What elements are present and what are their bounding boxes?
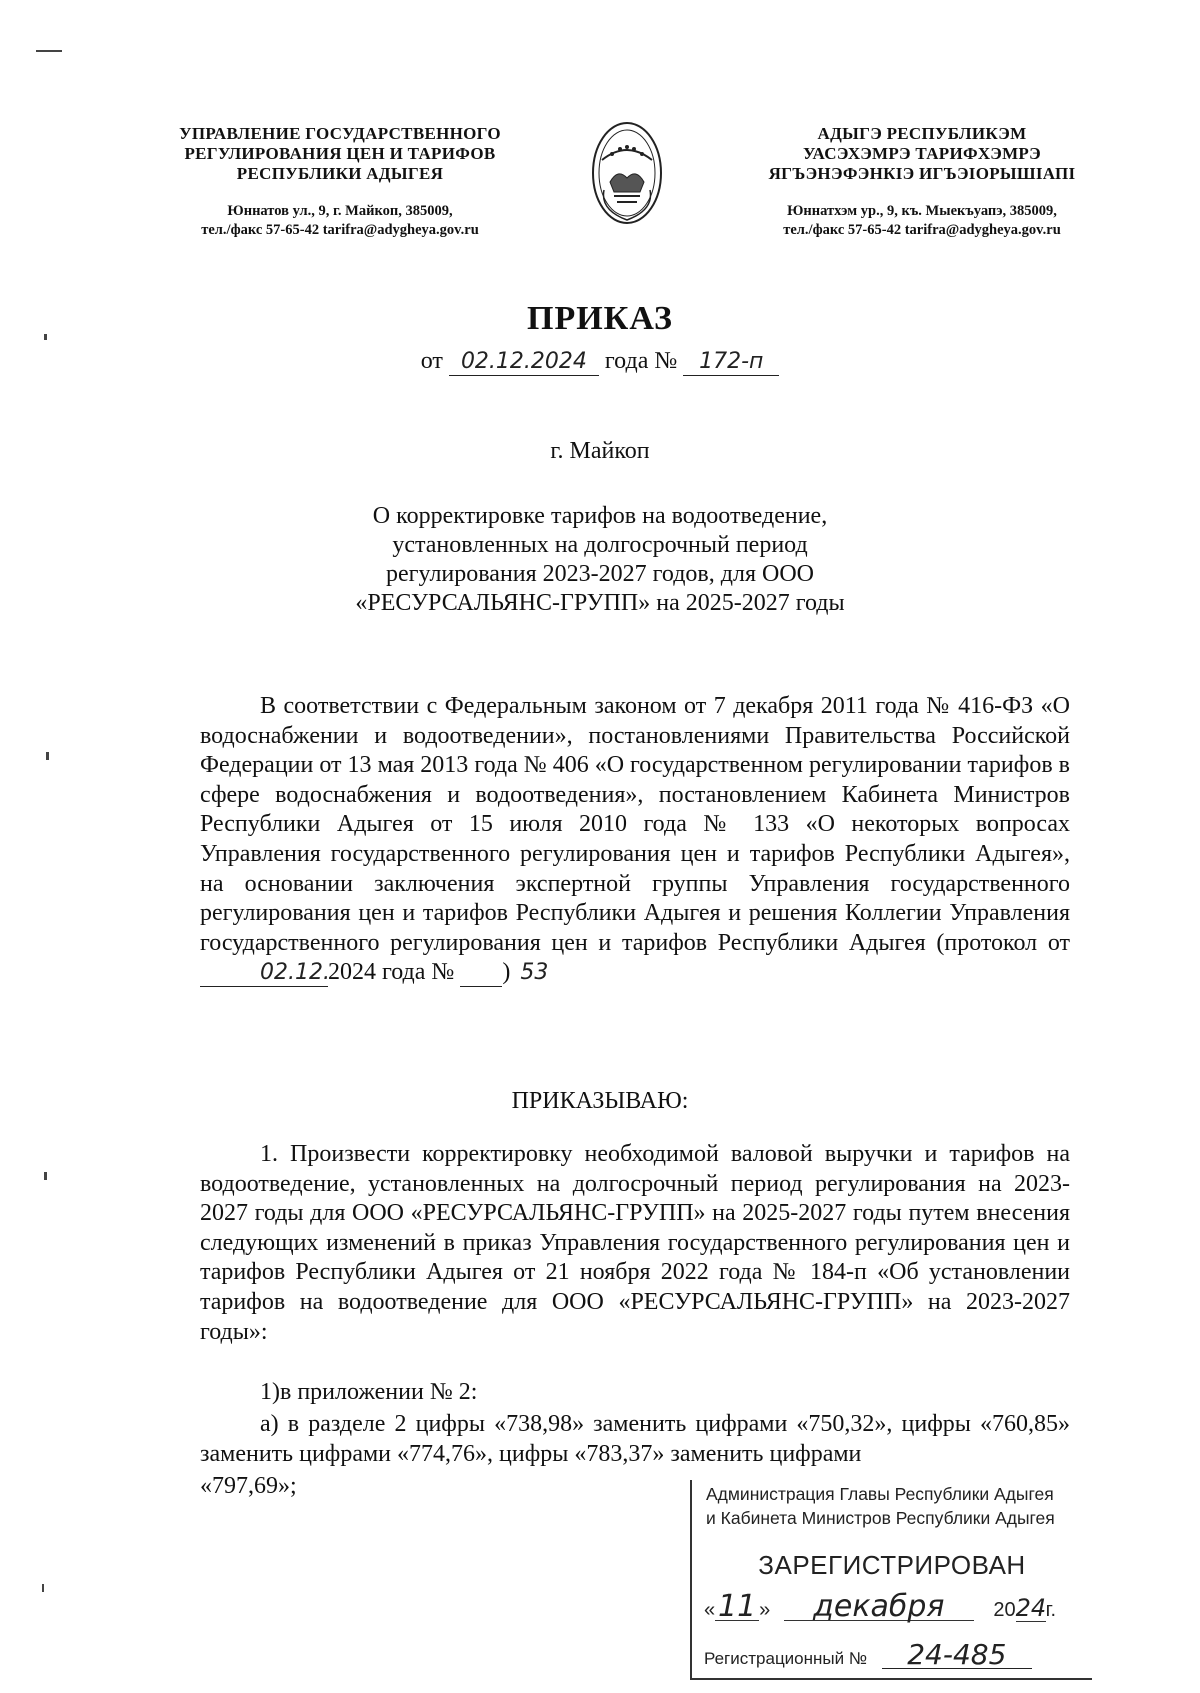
handwritten-reg-day: 11	[715, 1594, 759, 1621]
republic-emblem-icon	[590, 120, 664, 226]
handwritten-order-number: 172-п	[683, 349, 779, 376]
org-address-ady: Юннатхэм ур., 9, къ. Мыекъуапэ, 385009, тел./факс 57-65-42 tarifra@adygheya.gov.ru	[783, 203, 1061, 238]
handwritten-reg-month: декабря	[784, 1594, 974, 1621]
handwritten-reg-year: 24	[1015, 1594, 1047, 1622]
handwritten-order-date: 02.12.2024	[449, 349, 599, 376]
scan-mark	[42, 1584, 44, 1592]
orders-heading: ПРИКАЗЫВАЮ:	[511, 1088, 689, 1114]
org-name-ady: АДЫГЭ РЕСПУБЛИКЭМ УАСЭХЭМРЭ ТАРИФХЭМРЭ ЯГЪЭНЭФЭНКIЭ ИГЪЭIОРЫШIАПI	[768, 124, 1076, 183]
order-item-1: 1. Произвести корректировку необходимой валовой выручки и тарифов на водоотведение, установленных на долгосрочный период регулирования на 2023-2027 годы для ООО «РЕСУРСАЛЬЯНС-ГРУПП» на 2025-2027 годы путем внесения следующих изменений в приказ Управления государственного регулирования цен и тарифов Республики Адыгея от 21 ноября 2022 года № 184-п «Об установлении тарифов на водоотведение для ООО «РЕСУРСАЛЬЯНС-ГРУПП» на 2023-2027 годы»:	[200, 1141, 1070, 1345]
letterhead-left	[140, 124, 540, 240]
org-name-ru: УПРАВЛЕНИЕ ГОСУДАРСТВЕННОГО РЕГУЛИРОВАНИЯ ЦЕН И ТАРИФОВ РЕСПУБЛИКИ АДЫГЕЯ	[179, 124, 501, 183]
order-date-number: от 02.12.2024 года № 172-п	[0, 348, 1200, 376]
stamp-registration-date: «11 » декабря 2024г.	[704, 1589, 1057, 1624]
handwritten-protocol-number: 53	[460, 960, 502, 987]
order-subitem-1a: а) в разделе 2 цифры «738,98» заменить цифрами «750,32», цифры «760,85» заменить цифрами «774,76», цифры «783,37» заменить цифрами	[200, 1411, 1070, 1467]
stamp-registration-number: Регистрационный № 24-485	[704, 1642, 1084, 1669]
scan-mark	[44, 1172, 47, 1180]
handwritten-reg-number: 24-485	[882, 1642, 1032, 1669]
letterhead-right	[722, 124, 1122, 240]
stamp-authority-line2: и Кабинета Министров Республики Адыгея	[706, 1508, 1055, 1528]
city: г. Майкоп	[550, 438, 650, 464]
preamble-paragraph: В соответствии с Федеральным законом от 7 декабря 2011 года № 416-ФЗ «О водоснабжении и водоотведении», постановлениями Правительства Российской Федерации от 13 мая 2013 года № 406 «О государственном регулировании тарифов в сфере водоснабжения и водоотведения», постановлением Кабинета Министров Республики Адыгея от 15 июля 2010 года № 133 «О некоторых вопросах Управления государственного регулирования цен и тарифов Республики Адыгея», на основании заключения экспертной группы Управления государственного регулирования цен и тарифов Республики Адыгея и решения Коллегии Управления государственного регулирования цен и тарифов Республики Адыгея (протокол от 02.12.2024 года № 53)	[200, 693, 1070, 986]
order-subitem-1: 1)в приложении № 2:	[260, 1379, 478, 1405]
order-subject: О корректировке тарифов на водоотведение, установленных на долгосрочный период регулирования 2023-2027 годов, для ООО «РЕСУРСАЛЬЯНС-ГРУПП» на 2025-2027 годы	[355, 503, 845, 616]
handwritten-protocol-date: 02.12.	[200, 960, 328, 987]
scan-mark	[46, 752, 49, 760]
stamp-title: ЗАРЕГИСТРИРОВАН	[758, 1550, 1026, 1580]
scan-mark	[44, 334, 47, 340]
stamp-authority-line1: Администрация Главы Республики Адыгея	[706, 1484, 1054, 1504]
registration-stamp	[690, 1480, 1092, 1680]
org-address-ru: Юннатов ул., 9, г. Майкоп, 385009, тел./факс 57-65-42 tarifra@adygheya.gov.ru	[201, 203, 479, 238]
order-subitem-1a-end: «797,69»;	[200, 1473, 297, 1499]
document-title: ПРИКАЗ	[527, 300, 673, 337]
scan-mark	[36, 50, 62, 52]
